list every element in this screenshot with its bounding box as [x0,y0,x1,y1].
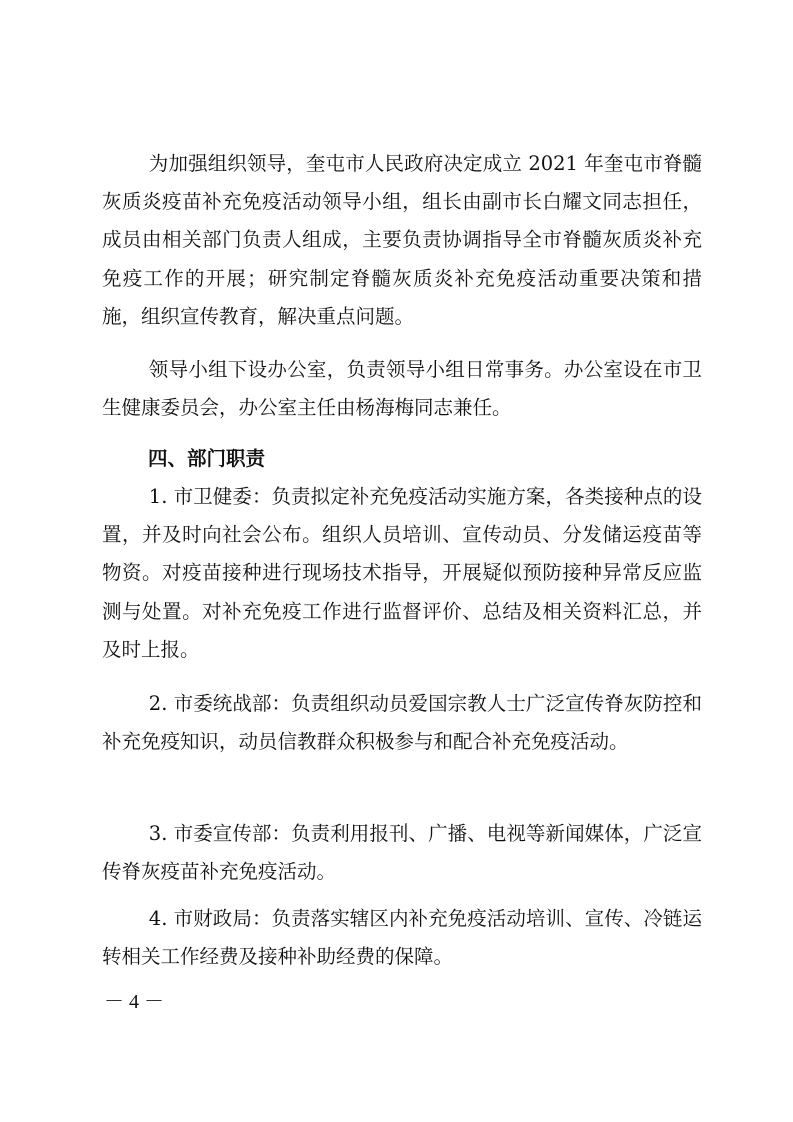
paragraph-office: 领导小组下设办公室，负责领导小组日常事务。办公室设在市卫生健康委员会，办公室主任由杨海梅同志兼任。 [102,358,702,420]
page-number: － 4 － [104,991,164,1013]
paragraph-health-commission: 1. 市卫健委：负责拟定补充免疫活动实施方案，各类接种点的设置，并及时向社会公布。组织人员培训、宣传动员、分发储运疫苗等物资。对疫苗接种进行现场技术指导，开展疑似预防接种异常反应监测与处置。对补充免疫工作进行监督评价、总结及相关资料汇总，并及时上报。 [102,485,702,661]
section-heading-department-duties: 四、部门职责 [148,447,266,470]
paragraph-leading-group: 为加强组织领导，奎屯市人民政府决定成立 2021 年奎屯市脊髓灰质炎疫苗补充免疫活动领导小组，组长由副市长白耀文同志担任，成员由相关部门负责人组成，主要负责协调指导全市脊髓灰质炎补充免疫工作的开展；研究制定脊髓灰质炎补充免疫活动重要决策和措施，组织宣传教育，解决重点问题。 [102,152,702,328]
paragraph-united-front: 2. 市委统战部：负责组织动员爱国宗教人士广泛宣传脊灰防控和补充免疫知识，动员信教群众积极参与和配合补充免疫活动。 [102,692,702,754]
paragraph-publicity: 3. 市委宣传部：负责利用报刊、广播、电视等新闻媒体，广泛宣传脊灰疫苗补充免疫活动。 [102,822,702,884]
paragraph-finance: 4. 市财政局：负责落实辖区内补充免疫活动培训、宣传、冷链运转相关工作经费及接种补助经费的保障。 [102,907,702,969]
